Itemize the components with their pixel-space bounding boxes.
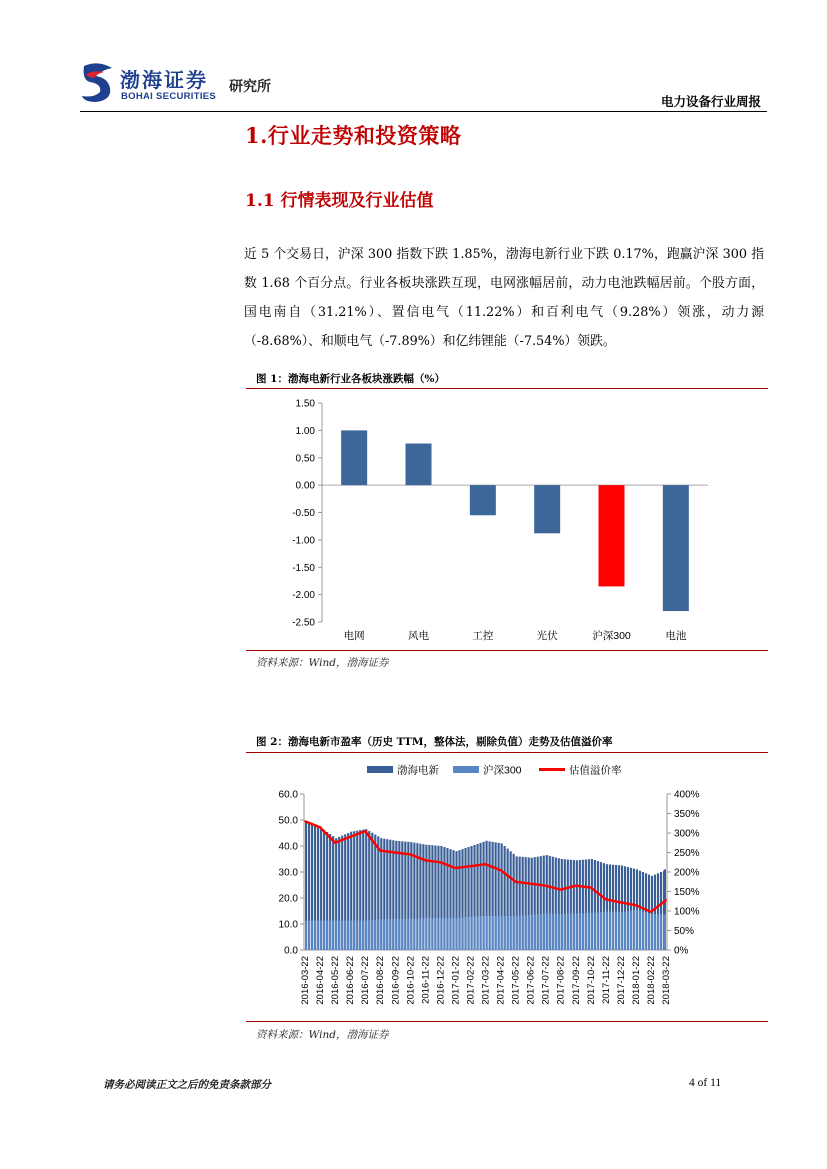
premium-point bbox=[560, 889, 562, 891]
x-date-label: 2016-08-22 bbox=[375, 956, 387, 1005]
hs300-pe-bar bbox=[664, 914, 666, 950]
hs300-pe-bar bbox=[486, 916, 488, 950]
hs300-pe-bar bbox=[479, 916, 481, 950]
hs300-pe-bar bbox=[570, 914, 572, 950]
x-date-label: 2018-02-22 bbox=[645, 956, 657, 1005]
hs300-pe-bar bbox=[543, 914, 545, 950]
hs300-pe-bar bbox=[627, 911, 629, 950]
bar-工控 bbox=[470, 485, 496, 515]
hs300-pe-bar bbox=[305, 921, 307, 950]
hs300-pe-bar bbox=[579, 913, 581, 950]
figure2-source: 资料来源：Wind，渤海证券 bbox=[256, 1029, 389, 1041]
y-tick-label: -1.00 bbox=[292, 535, 315, 547]
hs300-pe-bar bbox=[314, 921, 316, 950]
premium-point bbox=[665, 899, 667, 901]
hs300-pe-bar bbox=[549, 914, 551, 950]
hs300-pe-bar bbox=[392, 919, 394, 950]
figure2-combo-chart bbox=[246, 756, 768, 1020]
y-tick-label: 0.00 bbox=[295, 480, 315, 492]
hs300-pe-bar bbox=[591, 913, 593, 950]
hs300-pe-bar bbox=[407, 919, 409, 950]
y-tick-label: 1.50 bbox=[295, 398, 315, 410]
figure2-title: 图 2：渤海电新市盈率（历史 TTM，整体法，剔除负值）走势及估值溢价率 bbox=[256, 736, 613, 748]
figure1-bar-chart bbox=[246, 392, 768, 648]
hs300-pe-bar bbox=[522, 916, 524, 950]
legend-label-0: 渤海电新 bbox=[397, 764, 439, 777]
hs300-pe-bar bbox=[311, 921, 313, 950]
section-title: 1.行业走势和投资策略 bbox=[245, 123, 462, 148]
hs300-pe-bar bbox=[567, 914, 569, 950]
hs300-pe-bar bbox=[317, 921, 319, 950]
hs300-pe-bar bbox=[356, 921, 358, 950]
hs300-pe-bar bbox=[573, 913, 575, 950]
hs300-pe-bar bbox=[537, 914, 539, 950]
right-tick-label: 0% bbox=[674, 945, 689, 957]
figure2-top-rule bbox=[246, 752, 768, 753]
hs300-pe-bar bbox=[618, 912, 620, 950]
legend-swatch-1 bbox=[453, 766, 479, 773]
bar-风电 bbox=[406, 444, 432, 486]
hs300-pe-bar bbox=[606, 912, 608, 950]
hs300-pe-bar bbox=[501, 916, 503, 950]
premium-point bbox=[605, 899, 607, 901]
hs300-pe-bar bbox=[639, 911, 641, 950]
premium-point bbox=[349, 836, 351, 838]
hs300-pe-bar bbox=[350, 921, 352, 950]
x-date-label: 2017-05-22 bbox=[510, 956, 522, 1005]
hs300-pe-bar bbox=[642, 911, 644, 950]
hs300-pe-bar bbox=[434, 918, 436, 950]
x-date-label: 2017-04-22 bbox=[495, 956, 507, 1005]
premium-point bbox=[575, 885, 577, 887]
hs300-pe-bar bbox=[464, 917, 466, 950]
hs300-pe-bar bbox=[657, 914, 659, 950]
hs300-pe-bar bbox=[365, 920, 367, 950]
hs300-pe-bar bbox=[371, 920, 373, 950]
hs300-pe-bar bbox=[597, 912, 599, 950]
left-tick-label: 0.0 bbox=[284, 945, 298, 957]
premium-point bbox=[394, 852, 396, 854]
x-date-label: 2016-04-22 bbox=[315, 956, 327, 1005]
hs300-pe-bar bbox=[561, 914, 563, 950]
left-tick-label: 60.0 bbox=[278, 789, 298, 801]
premium-point bbox=[364, 830, 366, 832]
x-date-label: 2018-03-22 bbox=[661, 956, 672, 1005]
hs300-pe-bar bbox=[332, 921, 334, 950]
hs300-pe-bar bbox=[528, 915, 530, 950]
hs300-pe-bar bbox=[552, 914, 554, 950]
company-logo bbox=[78, 60, 118, 104]
hs300-pe-bar bbox=[476, 916, 478, 950]
hs300-pe-bar bbox=[612, 912, 614, 950]
hs300-pe-bar bbox=[540, 914, 542, 950]
legend-swatch-0 bbox=[367, 766, 393, 773]
institute-label: 研究所 bbox=[229, 79, 271, 95]
hs300-pe-bar bbox=[555, 914, 557, 950]
hs300-pe-bar bbox=[425, 918, 427, 950]
header-divider bbox=[80, 111, 767, 112]
hs300-pe-bar bbox=[516, 916, 518, 950]
hs300-pe-bar bbox=[374, 920, 376, 950]
y-tick-label: -1.50 bbox=[292, 562, 315, 574]
hs300-pe-bar bbox=[452, 918, 454, 950]
hs300-pe-bar bbox=[401, 919, 403, 950]
x-date-label: 2017-03-22 bbox=[480, 956, 492, 1005]
x-date-label: 2016-11-22 bbox=[420, 956, 432, 1004]
hs300-pe-bar bbox=[389, 919, 391, 950]
hs300-pe-bar bbox=[564, 914, 566, 950]
premium-point bbox=[440, 861, 442, 863]
hs300-pe-bar bbox=[440, 918, 442, 950]
hs300-pe-bar bbox=[404, 919, 406, 950]
x-date-label: 2017-06-22 bbox=[525, 956, 537, 1005]
hs300-pe-bar bbox=[473, 917, 475, 950]
legend-label-1: 沪深300 bbox=[483, 764, 522, 777]
premium-point bbox=[500, 869, 502, 871]
hs300-pe-bar bbox=[498, 916, 500, 950]
figure1-source: 资料来源：Wind，渤海证券 bbox=[256, 657, 389, 669]
hs300-pe-bar bbox=[633, 910, 635, 950]
premium-point bbox=[409, 854, 411, 856]
bar-沪深300 bbox=[599, 485, 625, 586]
right-tick-label: 300% bbox=[674, 828, 700, 840]
hs300-pe-bar bbox=[654, 914, 656, 950]
figure2-bottom-rule bbox=[246, 1021, 768, 1022]
hs300-pe-bar bbox=[651, 914, 653, 950]
premium-point bbox=[485, 863, 487, 865]
premium-point bbox=[650, 911, 652, 913]
hs300-pe-bar bbox=[513, 916, 515, 950]
premium-point bbox=[515, 881, 517, 883]
hs300-pe-bar bbox=[630, 911, 632, 950]
hs300-pe-bar bbox=[519, 916, 521, 950]
hs300-pe-bar bbox=[621, 912, 623, 950]
hs300-pe-bar bbox=[359, 920, 361, 950]
logo-mark-icon bbox=[78, 60, 118, 104]
figure1-title: 图 1：渤海电新行业各板块涨跌幅（%） bbox=[256, 373, 445, 385]
hs300-pe-bar bbox=[615, 912, 617, 950]
x-tick-label: 沪深300 bbox=[592, 630, 631, 642]
hs300-pe-bar bbox=[603, 912, 605, 950]
x-date-label: 2018-01-22 bbox=[630, 956, 642, 1005]
hs300-pe-bar bbox=[323, 921, 325, 950]
hs300-pe-bar bbox=[308, 921, 310, 950]
report-type: 电力设备行业周报 bbox=[660, 94, 761, 109]
hs300-pe-bar bbox=[437, 918, 439, 950]
bar-电网 bbox=[341, 430, 367, 485]
hs300-pe-bar bbox=[413, 919, 415, 950]
hs300-pe-bar bbox=[362, 920, 364, 950]
x-date-label: 2016-05-22 bbox=[330, 956, 342, 1005]
bars-group bbox=[305, 823, 666, 950]
premium-point bbox=[455, 867, 457, 869]
x-date-label: 2016-09-22 bbox=[390, 956, 402, 1005]
x-tick-label: 光伏 bbox=[536, 630, 558, 642]
premium-point bbox=[334, 842, 336, 844]
right-tick-label: 200% bbox=[674, 867, 700, 879]
hs300-pe-bar bbox=[368, 920, 370, 950]
premium-point bbox=[545, 885, 547, 887]
premium-point bbox=[379, 850, 381, 852]
disclaimer-note: 请务必阅读正文之后的免责条款部分 bbox=[103, 1079, 271, 1091]
hs300-pe-bar bbox=[600, 912, 602, 950]
page-number: 4 of 11 bbox=[689, 1077, 722, 1089]
premium-point bbox=[620, 902, 622, 904]
x-date-label: 2017-01-22 bbox=[450, 956, 462, 1005]
hs300-pe-bar bbox=[383, 919, 385, 950]
x-tick-label: 工控 bbox=[472, 630, 494, 642]
hs300-pe-bar bbox=[636, 910, 638, 950]
premium-point bbox=[530, 883, 532, 885]
y-tick-label: 0.50 bbox=[295, 453, 315, 465]
premium-point bbox=[319, 826, 321, 828]
y-tick-label: -2.00 bbox=[292, 590, 315, 602]
hs300-pe-bar bbox=[335, 921, 337, 950]
hs300-pe-bar bbox=[458, 918, 460, 950]
hs300-pe-bar bbox=[624, 912, 626, 950]
hs300-pe-bar bbox=[449, 918, 451, 950]
logo-english-name: BOHAI SECURITIES bbox=[121, 91, 217, 102]
hs300-pe-bar bbox=[531, 915, 533, 950]
hs300-pe-bar bbox=[455, 918, 457, 950]
hs300-pe-bar bbox=[489, 916, 491, 950]
x-date-label: 2016-03-22 bbox=[300, 956, 311, 1005]
hs300-pe-bar bbox=[585, 913, 587, 950]
hs300-pe-bar bbox=[576, 913, 578, 950]
left-tick-label: 10.0 bbox=[278, 919, 298, 931]
hs300-pe-bar bbox=[645, 912, 647, 950]
hs300-pe-bar bbox=[344, 921, 346, 950]
hs300-pe-bar bbox=[504, 916, 506, 950]
hs300-pe-bar bbox=[347, 921, 349, 950]
right-tick-label: 250% bbox=[674, 848, 700, 859]
hs300-pe-bar bbox=[395, 919, 397, 950]
hs300-pe-bar bbox=[416, 918, 418, 950]
x-tick-label: 风电 bbox=[408, 630, 429, 642]
right-tick-label: 400% bbox=[674, 789, 700, 801]
figure1-top-rule bbox=[246, 388, 768, 389]
hs300-pe-bar bbox=[398, 919, 400, 950]
y-tick-label: 1.00 bbox=[295, 425, 315, 437]
hs300-pe-bar bbox=[380, 919, 382, 950]
x-date-label: 2017-09-22 bbox=[570, 956, 582, 1005]
x-date-label: 2017-08-22 bbox=[555, 956, 567, 1005]
hs300-pe-bar bbox=[492, 916, 494, 950]
hs300-pe-bar bbox=[377, 919, 379, 950]
x-tick-label: 电池 bbox=[665, 630, 687, 642]
y-tick-label: -0.50 bbox=[292, 508, 315, 519]
right-tick-label: 50% bbox=[674, 926, 695, 937]
left-tick-label: 50.0 bbox=[278, 815, 298, 827]
hs300-pe-bar bbox=[588, 913, 590, 950]
x-date-label: 2017-11-22 bbox=[600, 956, 612, 1004]
hs300-pe-bar bbox=[648, 913, 650, 950]
premium-point bbox=[635, 904, 637, 906]
x-date-label: 2016-06-22 bbox=[345, 956, 357, 1005]
hs300-pe-bar bbox=[482, 916, 484, 950]
hs300-pe-bar bbox=[510, 916, 512, 950]
x-tick-label: 电网 bbox=[343, 630, 365, 642]
premium-point bbox=[304, 821, 306, 823]
hs300-pe-bar bbox=[386, 919, 388, 950]
figure1-bottom-rule bbox=[246, 650, 768, 651]
hs300-pe-bar bbox=[461, 918, 463, 951]
hs300-pe-bar bbox=[582, 913, 584, 950]
hs300-pe-bar bbox=[419, 918, 421, 950]
hs300-pe-bar bbox=[320, 921, 322, 950]
hs300-pe-bar bbox=[428, 918, 430, 950]
hs300-pe-bar bbox=[443, 918, 445, 950]
hs300-pe-bar bbox=[338, 921, 340, 950]
hs300-pe-bar bbox=[470, 917, 472, 950]
hs300-pe-bar bbox=[410, 919, 412, 950]
bar-电池 bbox=[663, 485, 689, 611]
x-date-label: 2016-12-22 bbox=[435, 956, 447, 1005]
hs300-pe-bar bbox=[422, 918, 424, 950]
body-paragraph: 近 5 个交易日，沪深 300 指数下跌 1.85%，渤海电新行业下跌 0.17%，跑赢沪深 300 指数 1.68 个百分点。行业各板块涨跌互现，电网涨幅居前，动力电池跌幅居前。个股方面，国电南自（31.21%）、置信电气（11.22%）和百利电气（9.28%）领涨，动力源（-8.68%）、和顺电气（-7.89%）和亿纬锂能（-7.54%）领跌。 bbox=[244, 247, 764, 349]
logo-chinese-name: 渤海证券 bbox=[120, 68, 208, 92]
right-tick-label: 350% bbox=[674, 809, 700, 820]
x-date-label: 2017-10-22 bbox=[585, 956, 597, 1005]
hs300-pe-bar bbox=[546, 914, 548, 950]
bar-光伏 bbox=[534, 485, 560, 533]
premium-point bbox=[425, 860, 427, 862]
hs300-pe-bar bbox=[431, 918, 433, 950]
hs300-pe-bar bbox=[660, 914, 662, 950]
hs300-pe-bar bbox=[534, 914, 536, 950]
left-tick-label: 20.0 bbox=[278, 893, 298, 905]
x-date-label: 2017-07-22 bbox=[540, 956, 552, 1005]
hs300-pe-bar bbox=[495, 916, 497, 950]
hs300-pe-bar bbox=[329, 921, 331, 950]
y-tick-label: -2.50 bbox=[292, 617, 315, 629]
hs300-pe-bar bbox=[558, 914, 560, 950]
x-date-label: 2017-12-22 bbox=[615, 956, 627, 1005]
left-tick-label: 30.0 bbox=[278, 867, 298, 879]
x-date-label: 2017-02-22 bbox=[465, 956, 477, 1005]
legend-label-2: 估值溢价率 bbox=[569, 764, 622, 777]
subsection-title: 1.1 行情表现及行业估值 bbox=[245, 191, 434, 211]
hs300-pe-bar bbox=[525, 915, 527, 950]
hs300-pe-bar bbox=[341, 921, 343, 950]
hs300-pe-bar bbox=[446, 918, 448, 950]
hs300-pe-bar bbox=[594, 913, 596, 950]
premium-point bbox=[590, 887, 592, 889]
left-tick-label: 40.0 bbox=[278, 841, 298, 853]
hs300-pe-bar bbox=[326, 921, 328, 950]
right-tick-label: 100% bbox=[674, 906, 700, 918]
x-date-label: 2016-10-22 bbox=[405, 956, 417, 1005]
hs300-pe-bar bbox=[467, 917, 469, 950]
hs300-pe-bar bbox=[609, 912, 611, 950]
premium-point bbox=[470, 865, 472, 867]
right-tick-label: 150% bbox=[674, 887, 700, 898]
hs300-pe-bar bbox=[507, 916, 509, 950]
x-date-label: 2016-07-22 bbox=[360, 956, 372, 1005]
hs300-pe-bar bbox=[353, 921, 355, 950]
